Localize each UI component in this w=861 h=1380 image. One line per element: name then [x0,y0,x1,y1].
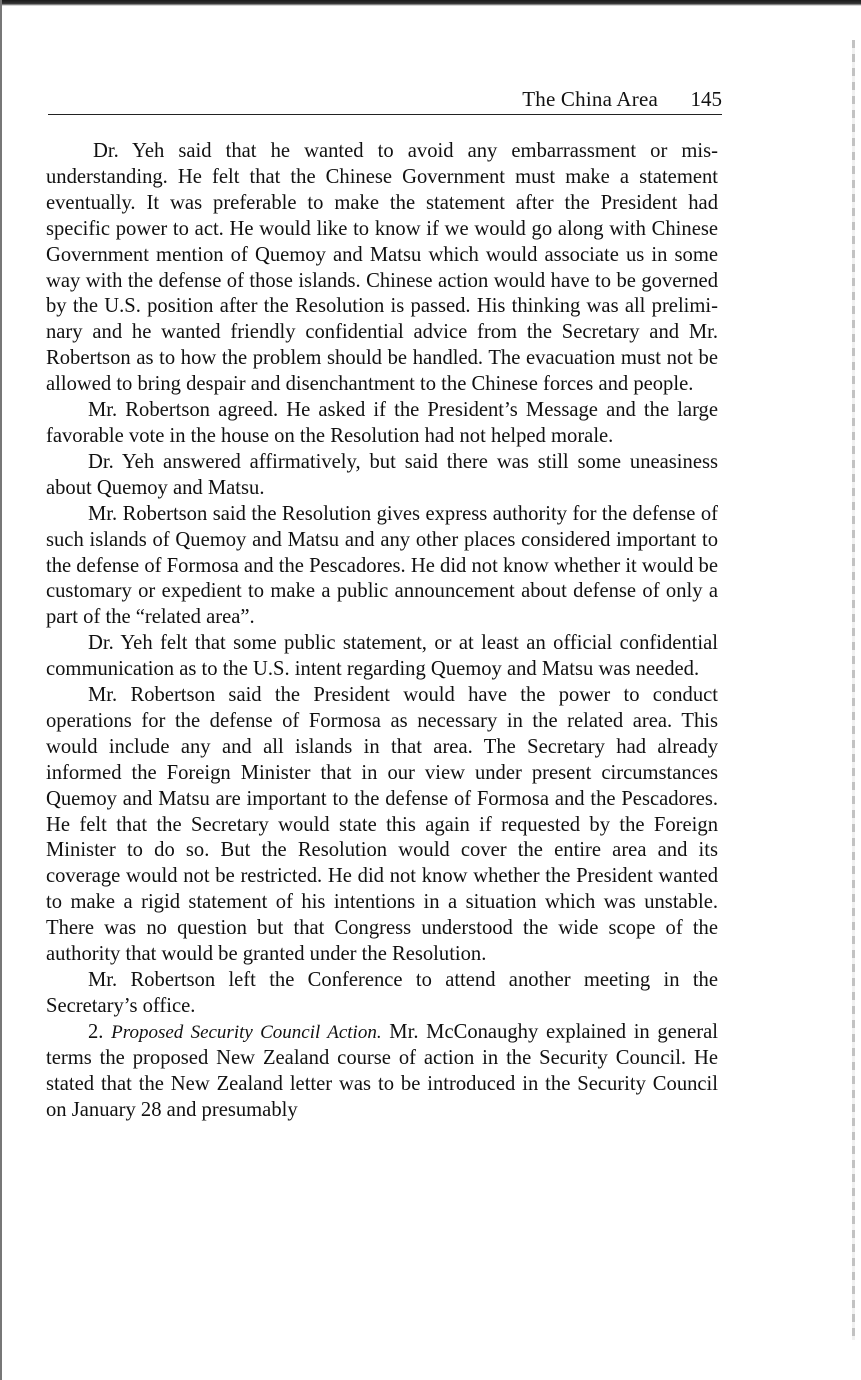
scan-right-edge [852,40,855,1340]
paragraph-yeh-embarrassment: Dr. Yeh said that he wanted to avoid any embarrassment or misunderstanding. He felt that the Chinese Government must make a statement eventually. It was preferable to make the statement after the President had specific power to act. He would like to know if we would go along with Chinese Government mention of Quemoy and Matsu which would associate us in some way with the defense of those islands. Chinese action would have to be governed by the U.S. position after the Resolution is passed. His thinking was all preliminary and he wanted friendly confidential advice from the Secretary and Mr. Robertson as to how the problem should be handled. The evacuation must not be allowed to bring despair and disenchantment to the Chinese forces and people. [46,140,718,396]
paragraph-robertson-resolution: Mr. Robertson said the Resolution gives express authority for the defense of such islands of Quemoy and Matsu and any other places considered important to the defense of Formosa and the Pescadores. He did not know whether it would be customary or expedient to make a public announcement about defense of only a part of the “related area”. [46,502,718,629]
paragraph-section-2 [46,1020,718,1124]
paragraph-yeh-public-statement: Dr. Yeh felt that some public statement, or at least an official confidential communication as to the U.S. intent regarding Quemoy and Matsu was needed. [46,632,718,681]
section-heading: Proposed Security Council Action. [111,1021,382,1043]
paragraph-robertson-left: Mr. Robertson left the Conference to attend another meeting in the Secretary’s office. [46,969,718,1017]
scan-top-edge [0,0,861,6]
paragraph-yeh-uneasiness: Dr. Yeh answered affirmatively, but said there was still some uneasiness about Quemoy and Matsu. [46,450,718,499]
paragraph-robertson-agreed: Mr. Robertson agreed. He asked if the President’s Message and the large favorable vote in the house on the Resolution had not helped morale. [46,399,718,447]
section-text: Mr. McConaughy explained in general terms the proposed New Zealand course of action in the Security Council. He stated that the New Zealand letter was to be introduced in the Security Council on January 28 and presumably [46,1020,718,1121]
running-header [48,84,722,115]
paragraph-robertson-president-power: Mr. Robertson said the President would have the power to conduct operations for the defense of Formosa as necessary in the related area. This would include any and all islands in that area. The Secretary had already informed the Foreign Minister that in our view under present circumstances Quemoy and Matsu are important to the defense of Formosa and the Pescadores. He felt that the Secretary would state this again if requested by the Foreign Minister to do so. But the Resolution would cover the entire area and its coverage would not be restricted. He did not know whether the President wanted to make a rigid statement of his intentions in a situation which was unstable. There was no question but that Congress understood the wide scope of the authority that would be granted under the Resolution. [46,684,718,966]
section-number: 2. [88,1020,104,1043]
page-number: 145 [690,87,722,111]
running-title: The China Area [522,87,658,111]
body-text [46,139,718,1123]
scan-left-edge [0,0,2,1380]
